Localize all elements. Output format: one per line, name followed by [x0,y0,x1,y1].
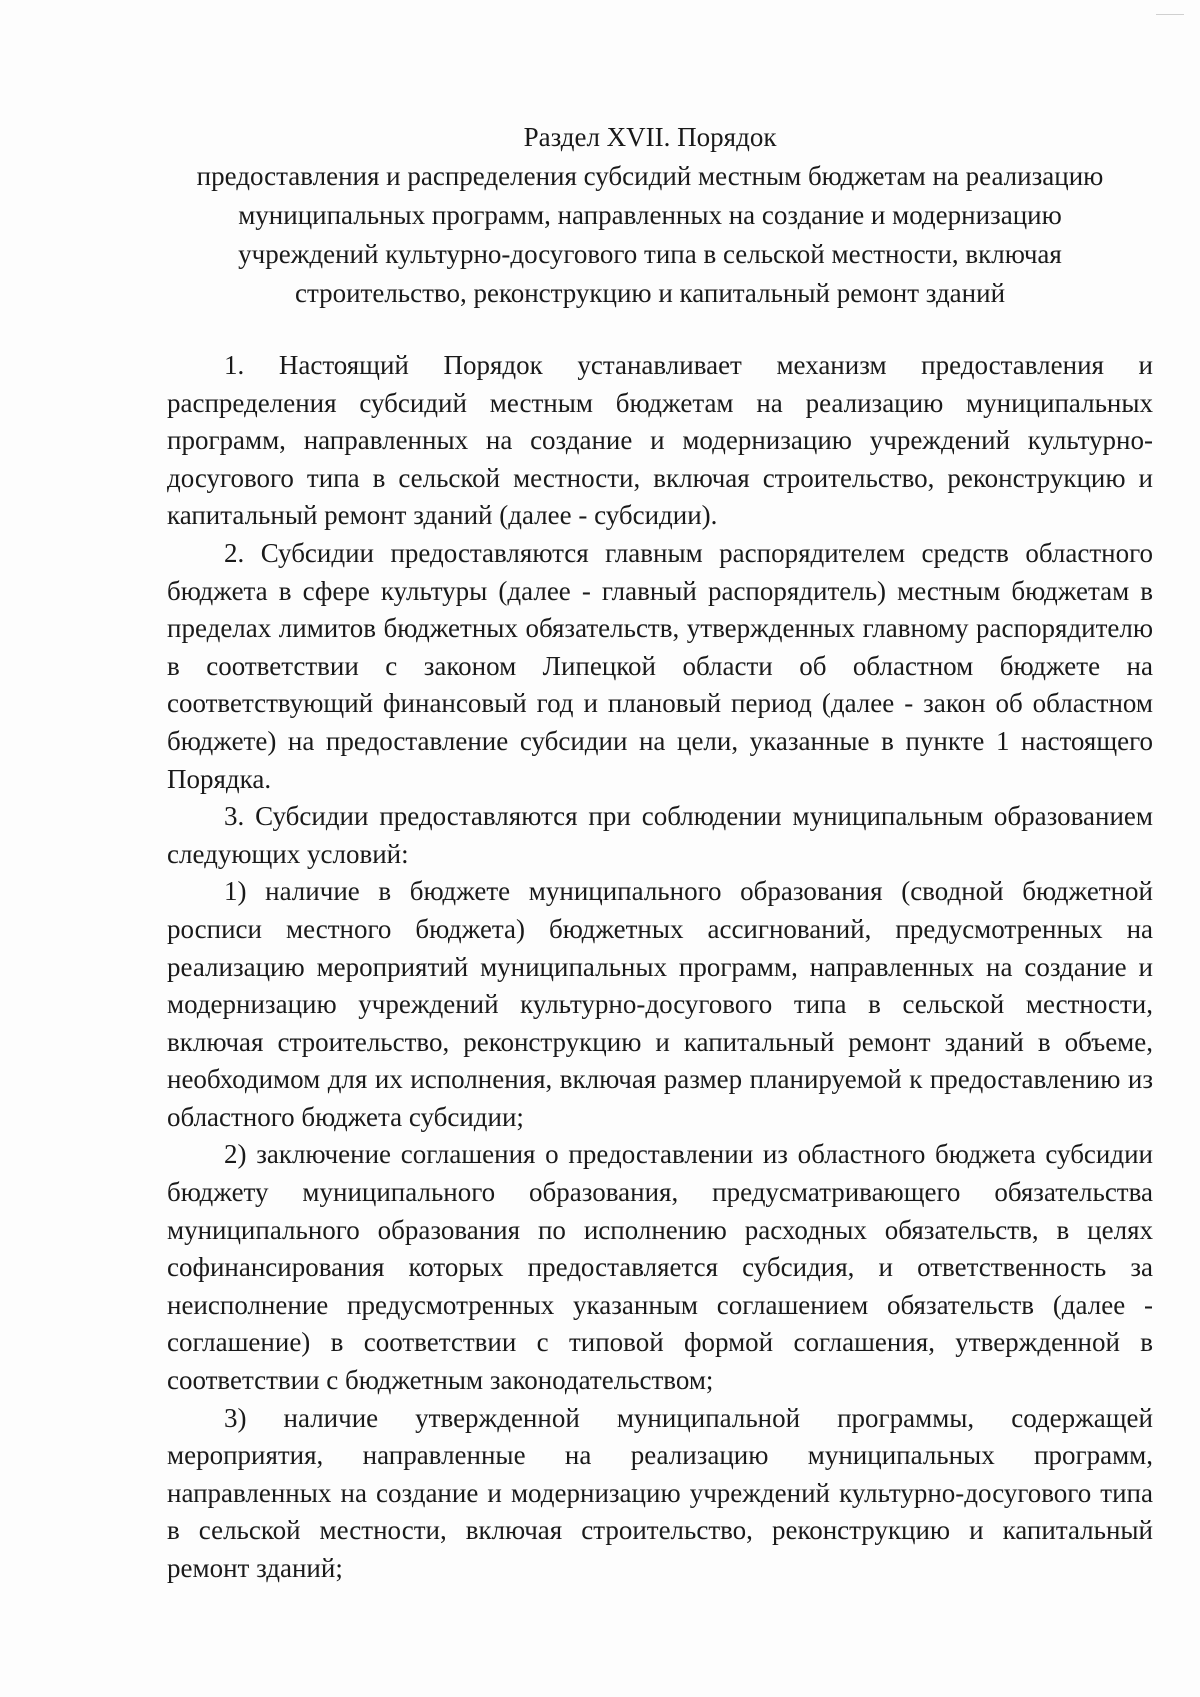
paragraph-condition-3: 3) наличие утвержденной муниципальной программы, содержащей мероприятия, направленные на реализацию муниципальных программ, направленных на создание и модернизацию учреждений культурно-досугового типа в сельской местности, включая строительство, реконструкцию и капитальный ремонт зданий; [167,1402,1153,1583]
paragraph-1: 1. Настоящий Порядок устанавливает механизм предоставления и распределения субсидий местным бюджетам на реализацию муниципальных программ, направленных на создание и модернизацию учреждений культурно-досугового типа в сельской местности, включая строительство, реконструкцию и капитальный ремонт зданий (далее - субсидии). [167,350,1153,531]
scan-artifact [1156,14,1184,15]
paragraph-3: 3. Субсидии предоставляются при соблюдении муниципальным образованием следующих условий: [167,801,1153,869]
section-heading [150,118,1150,313]
document-body [167,347,1153,1588]
heading-line-5: строительство, реконструкцию и капитальный ремонт зданий [294,278,1006,308]
paragraph-2: 2. Субсидии предоставляются главным распорядителем средств областного бюджета в сфере культуры (далее - главный распорядитель) местным бюджетам в пределах лимитов бюджетных обязательств, утвержденных главному распорядителю в соответствии с законом Липецкой области об областном бюджете на соответствующий финансовый год и плановый период (далее - закон об областном бюджете) на предоставление субсидии на цели, указанные в пункте 1 настоящего Порядка. [167,537,1153,794]
heading-line-1: Раздел XVII. Порядок [523,122,777,152]
heading-line-4: учреждений культурно-досугового типа в сельской местности, включая [238,239,1062,269]
heading-line-3: муниципальных программ, направленных на создание и модернизацию [238,200,1062,230]
heading-line-2: предоставления и распределения субсидий местным бюджетам на реализацию [196,161,1104,191]
paragraph-condition-2: 2) заключение соглашения о предоставлении из областного бюджета субсидии бюджету муниципального образования, предусматривающего обязательства муниципального образования по исполнению расходных обязательств, в целях софинансирования которых предоставляется субсидия, и ответственность за неисполнение предусмотренных указанным соглашением обязательств (далее - соглашение) в соответствии с типовой формой соглашения, утвержденной в соответствии с бюджетным законодательством; [167,1139,1153,1396]
paragraph-condition-1: 1) наличие в бюджете муниципального образования (сводной бюджетной росписи местного бюджета) бюджетных ассигнований, предусмотренных на реализацию мероприятий муниципальных программ, направленных на создание и модернизацию учреждений культурно-досугового типа в сельской местности, включая строительство, реконструкцию и капитальный ремонт зданий в объеме, необходимом для их исполнения, включая размер планируемой к предоставлению из областного бюджета субсидии; [167,876,1153,1132]
